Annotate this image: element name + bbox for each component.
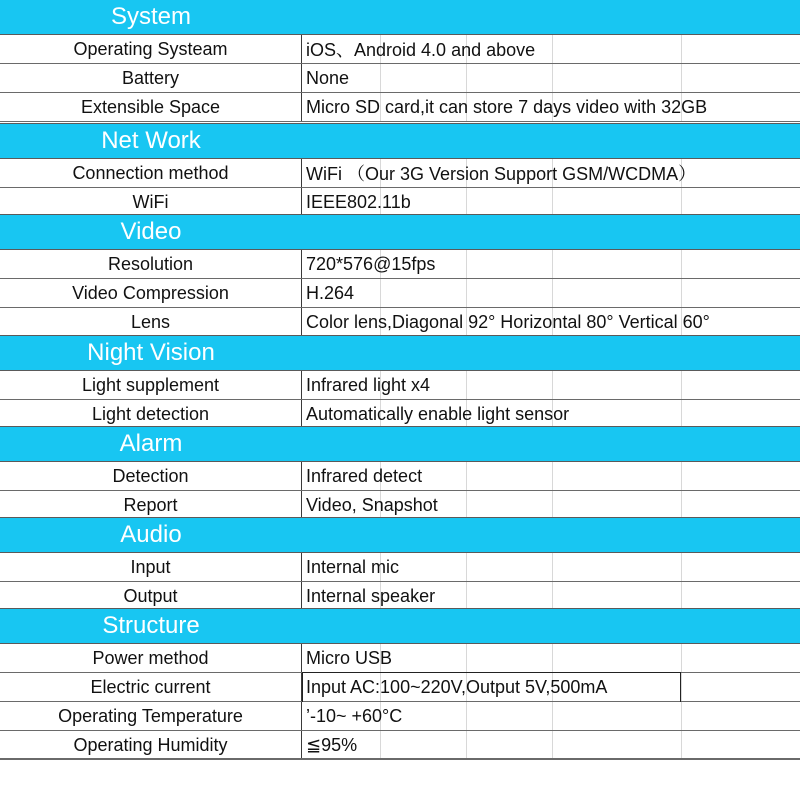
section-title: Alarm (119, 430, 183, 457)
spec-row (0, 462, 800, 491)
spec-value: iOS、Android 4.0 and above (306, 40, 536, 60)
section-title: Structure (102, 612, 200, 639)
spec-row (0, 35, 800, 64)
spec-label: Operating Systeam (0, 35, 302, 63)
spec-value: None (306, 67, 350, 88)
spec-value: WiFi （Our 3G Version Support GSM/WCDMA） (306, 164, 697, 184)
spec-label: Light detection (0, 400, 302, 428)
spec-row (0, 491, 800, 520)
spec-row (0, 582, 800, 611)
spec-label: Electric current (0, 673, 302, 701)
spec-value: IEEE802.11b (306, 191, 411, 212)
spec-row (0, 553, 800, 582)
spec-value: Video, Snapshot (306, 494, 438, 515)
spec-value: H.264 (306, 282, 355, 303)
spec-label: Connection method (0, 159, 302, 187)
spec-value: Micro USB (306, 647, 393, 668)
spec-row (0, 371, 800, 400)
spec-row (0, 400, 800, 429)
spec-value: Internal speaker (306, 585, 436, 606)
spec-row (0, 188, 800, 217)
spec-label: Power method (0, 644, 302, 672)
section-header (0, 426, 800, 462)
spec-label: Output (0, 582, 302, 610)
spec-row (0, 279, 800, 308)
table-bottom-border (0, 758, 800, 759)
spec-label: Light supplement (0, 371, 302, 399)
spec-label: Detection (0, 462, 302, 490)
spec-label: Report (0, 491, 302, 519)
spec-row (0, 93, 800, 122)
spec-label: Input (0, 553, 302, 581)
spec-label: Resolution (0, 250, 302, 278)
section-title: Night Vision (87, 339, 215, 366)
spec-row (0, 250, 800, 279)
spec-value: Internal mic (306, 556, 400, 577)
spec-value: Infrared light x4 (306, 374, 431, 395)
spec-value: Infrared detect (306, 465, 423, 486)
spec-row (0, 702, 800, 731)
spec-label: Video Compression (0, 279, 302, 307)
spec-label: WiFi (0, 188, 302, 216)
spec-value: Input AC:100~220V,Output 5V,500mA (306, 676, 608, 697)
section-title: System (110, 3, 191, 30)
spec-value: Micro SD card,it can store 7 days video with 32GB (306, 96, 708, 117)
spec-row (0, 673, 800, 702)
spec-value: ’-10~ +60°C (306, 705, 403, 726)
spec-value: Automatically enable light sensor (306, 403, 570, 424)
section-header (0, 608, 800, 644)
spec-row (0, 64, 800, 93)
spec-row (0, 308, 800, 337)
section-header (0, 0, 800, 35)
section-title: Video (120, 218, 182, 245)
spec-label: Operating Humidity (0, 731, 302, 759)
section-header (0, 517, 800, 553)
spec-value: 720*576@15fps (306, 253, 436, 274)
spec-label: Extensible Space (0, 93, 302, 121)
spec-label: Battery (0, 64, 302, 92)
spec-value: ≦95% (306, 734, 358, 755)
spec-row (0, 731, 800, 760)
spec-label: Lens (0, 308, 302, 336)
section-title: Audio (120, 521, 182, 548)
section-header (0, 214, 800, 250)
section-header (0, 123, 800, 159)
section-title: Net Work (101, 127, 201, 154)
spec-value: Color lens,Diagonal 92° Horizontal 80° Vertical 60° (306, 311, 710, 332)
spec-row (0, 159, 800, 188)
spec-label: Operating Temperature (0, 702, 302, 730)
section-header (0, 335, 800, 371)
spec-row (0, 644, 800, 673)
